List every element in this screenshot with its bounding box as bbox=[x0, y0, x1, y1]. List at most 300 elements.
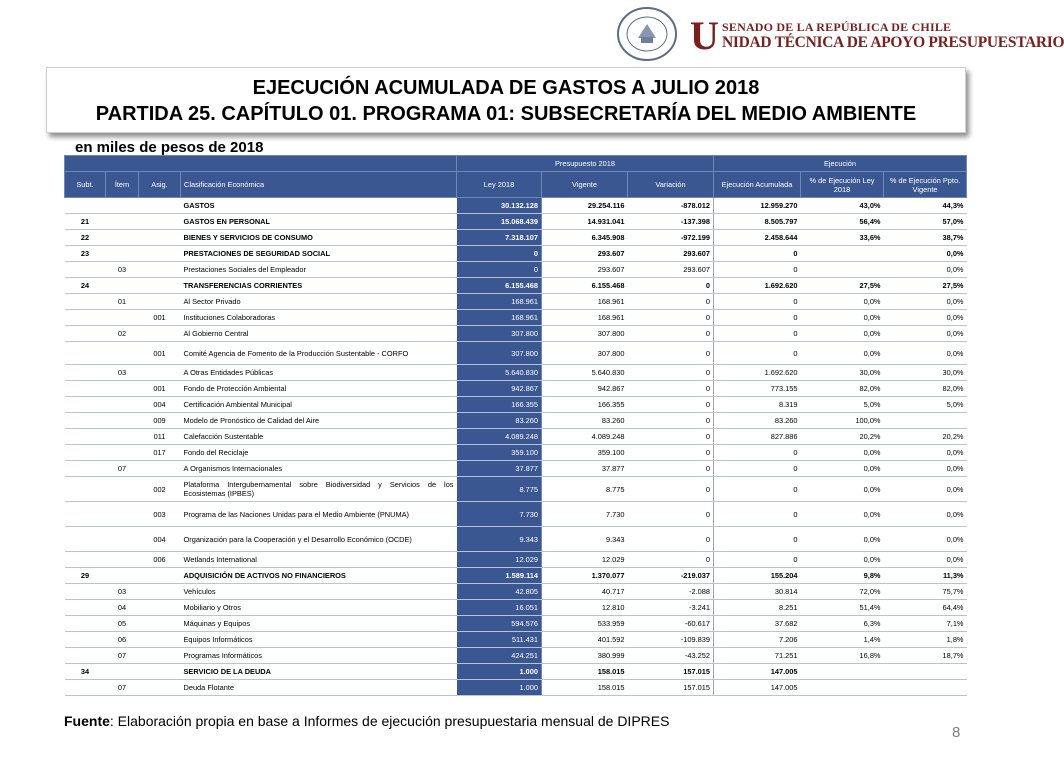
cell-pct-vigente: 0,0% bbox=[884, 477, 967, 502]
cell-desc: Calefacción Sustentable bbox=[181, 429, 457, 445]
cell-variacion: 0 bbox=[628, 326, 714, 342]
header-spacer bbox=[65, 156, 457, 172]
cell-variacion: 0 bbox=[628, 527, 714, 552]
cell-pct-ley: 16,8% bbox=[801, 648, 884, 664]
cell-pct-vigente: 0,0% bbox=[884, 262, 967, 278]
cell-vigente: 158.015 bbox=[542, 680, 628, 696]
table-row bbox=[65, 246, 967, 262]
cell-item bbox=[106, 552, 139, 568]
cell-ejecucion: 0 bbox=[714, 326, 801, 342]
cell-pct-ley: 0,0% bbox=[801, 552, 884, 568]
cell-pct-ley: 20,2% bbox=[801, 429, 884, 445]
cell-pct-vigente: 0,0% bbox=[884, 527, 967, 552]
cell-pct-ley: 30,0% bbox=[801, 365, 884, 381]
cell-ejecucion: 0 bbox=[714, 461, 801, 477]
cell-desc: Certificación Ambiental Municipal bbox=[181, 397, 457, 413]
cell-item: 05 bbox=[106, 616, 139, 632]
cell-pct-vigente: 7,1% bbox=[884, 616, 967, 632]
cell-asig: 009 bbox=[139, 413, 181, 429]
cell-pct-ley: 0,0% bbox=[801, 461, 884, 477]
col-ejecucion: Ejecución Acumulada bbox=[714, 172, 801, 198]
col-pct-ley: % de Ejecución Ley 2018 bbox=[801, 172, 884, 198]
cell-pct-ley: 0,0% bbox=[801, 477, 884, 502]
cell-pct-vigente: 75,7% bbox=[884, 584, 967, 600]
cell-pct-ley: 6,3% bbox=[801, 616, 884, 632]
cell-pct-vigente: 0,0% bbox=[884, 246, 967, 262]
cell-subt bbox=[65, 262, 106, 278]
cell-asig bbox=[139, 365, 181, 381]
cell-ley: 83.260 bbox=[457, 413, 542, 429]
cell-ejecucion: 0 bbox=[714, 552, 801, 568]
col-subt: Subt. bbox=[65, 172, 106, 198]
cell-pct-vigente: 0,0% bbox=[884, 502, 967, 527]
table-row bbox=[65, 365, 967, 381]
cell-item bbox=[106, 198, 139, 214]
cell-subt bbox=[65, 198, 106, 214]
cell-pct-ley: 0,0% bbox=[801, 445, 884, 461]
cell-ley: 1.589.114 bbox=[457, 568, 542, 584]
cell-ley: 7.318.107 bbox=[457, 230, 542, 246]
cell-asig: 004 bbox=[139, 527, 181, 552]
table-row bbox=[65, 278, 967, 294]
cell-variacion: 0 bbox=[628, 552, 714, 568]
cell-ley: 42.805 bbox=[457, 584, 542, 600]
cell-variacion: 0 bbox=[628, 294, 714, 310]
cell-pct-vigente: 44,3% bbox=[884, 198, 967, 214]
cell-vigente: 37.877 bbox=[542, 461, 628, 477]
cell-desc: Vehículos bbox=[181, 584, 457, 600]
cell-pct-vigente: 0,0% bbox=[884, 461, 967, 477]
col-vigente: Vigente bbox=[542, 172, 628, 198]
cell-desc: TRANSFERENCIAS CORRIENTES bbox=[181, 278, 457, 294]
table-row bbox=[65, 632, 967, 648]
cell-pct-vigente: 18,7% bbox=[884, 648, 967, 664]
col-variacion: Variación bbox=[628, 172, 714, 198]
title-box bbox=[46, 67, 966, 133]
cell-subt bbox=[65, 310, 106, 326]
table-body bbox=[65, 198, 967, 696]
table-row bbox=[65, 584, 967, 600]
cell-pct-vigente: 27,5% bbox=[884, 278, 967, 294]
cell-ley: 166.355 bbox=[457, 397, 542, 413]
cell-asig bbox=[139, 648, 181, 664]
cell-ejecucion: 12.959.270 bbox=[714, 198, 801, 214]
cell-variacion: -109.839 bbox=[628, 632, 714, 648]
cell-desc: Fondo del Reciclaje bbox=[181, 445, 457, 461]
cell-pct-ley bbox=[801, 246, 884, 262]
cell-item: 03 bbox=[106, 584, 139, 600]
table-row bbox=[65, 445, 967, 461]
cell-desc: ADQUISICIÓN DE ACTIVOS NO FINANCIEROS bbox=[181, 568, 457, 584]
cell-ejecucion: 0 bbox=[714, 246, 801, 262]
page-number: 8 bbox=[952, 724, 961, 741]
cell-subt: 21 bbox=[65, 214, 106, 230]
cell-ley: 30.132.128 bbox=[457, 198, 542, 214]
cell-variacion: 0 bbox=[628, 397, 714, 413]
cell-vigente: 6.155.468 bbox=[542, 278, 628, 294]
cell-item: 04 bbox=[106, 600, 139, 616]
budget-table bbox=[64, 155, 967, 696]
cell-variacion: 0 bbox=[628, 365, 714, 381]
cell-ejecucion: 827.886 bbox=[714, 429, 801, 445]
cell-item bbox=[106, 397, 139, 413]
table-row bbox=[65, 397, 967, 413]
cell-vigente: 942.867 bbox=[542, 381, 628, 397]
cell-variacion: -972.199 bbox=[628, 230, 714, 246]
cell-subt bbox=[65, 616, 106, 632]
cell-pct-ley: 0,0% bbox=[801, 294, 884, 310]
cell-vigente: 29.254.116 bbox=[542, 198, 628, 214]
cell-pct-ley: 51,4% bbox=[801, 600, 884, 616]
cell-ejecucion: 8.251 bbox=[714, 600, 801, 616]
cell-pct-vigente bbox=[884, 680, 967, 696]
footer-text: : Elaboración propia en base a Informes de ejecución presupuestaria mensual de DIPRES bbox=[109, 713, 670, 729]
cell-pct-ley: 56,4% bbox=[801, 214, 884, 230]
cell-variacion: -2.088 bbox=[628, 584, 714, 600]
cell-item bbox=[106, 342, 139, 365]
cell-vigente: 1.370.077 bbox=[542, 568, 628, 584]
cell-variacion: 0 bbox=[628, 278, 714, 294]
cell-subt bbox=[65, 326, 106, 342]
cell-ejecucion: 2.458.644 bbox=[714, 230, 801, 246]
col-ley: Ley 2018 bbox=[457, 172, 542, 198]
cell-asig bbox=[139, 600, 181, 616]
cell-asig: 003 bbox=[139, 502, 181, 527]
table-row bbox=[65, 294, 967, 310]
cell-ley: 359.100 bbox=[457, 445, 542, 461]
cell-asig bbox=[139, 664, 181, 680]
cell-ley: 0 bbox=[457, 246, 542, 262]
cell-ley: 307.800 bbox=[457, 342, 542, 365]
cell-item bbox=[106, 502, 139, 527]
cell-ley: 8.775 bbox=[457, 477, 542, 502]
cell-pct-ley: 43,0% bbox=[801, 198, 884, 214]
cell-variacion: -60.617 bbox=[628, 616, 714, 632]
table-row bbox=[65, 477, 967, 502]
cell-vigente: 6.345.908 bbox=[542, 230, 628, 246]
cell-variacion: 0 bbox=[628, 445, 714, 461]
cell-desc: A Organismos Internacionales bbox=[181, 461, 457, 477]
cell-desc: Mobiliario y Otros bbox=[181, 600, 457, 616]
cell-asig bbox=[139, 568, 181, 584]
cell-pct-ley: 5,0% bbox=[801, 397, 884, 413]
title-line-2: PARTIDA 25. CAPÍTULO 01. PROGRAMA 01: SUBSECRETARÍA DEL MEDIO AMBIENTE bbox=[95, 103, 917, 125]
title-line-1: EJECUCIÓN ACUMULADA DE GASTOS A JULIO 2018 bbox=[252, 77, 760, 99]
cell-subt bbox=[65, 294, 106, 310]
cell-asig bbox=[139, 616, 181, 632]
cell-pct-ley: 0,0% bbox=[801, 527, 884, 552]
cell-asig bbox=[139, 198, 181, 214]
cell-vigente: 5.640.830 bbox=[542, 365, 628, 381]
cell-vigente: 307.800 bbox=[542, 326, 628, 342]
cell-variacion: -219.037 bbox=[628, 568, 714, 584]
cell-asig bbox=[139, 632, 181, 648]
cell-desc: Al Sector Privado bbox=[181, 294, 457, 310]
cell-desc: Deuda Flotante bbox=[181, 680, 457, 696]
cell-item: 03 bbox=[106, 365, 139, 381]
cell-asig bbox=[139, 262, 181, 278]
cell-item: 07 bbox=[106, 680, 139, 696]
table-row bbox=[65, 381, 967, 397]
table-row bbox=[65, 664, 967, 680]
cell-subt bbox=[65, 397, 106, 413]
cell-desc: PRESTACIONES DE SEGURIDAD SOCIAL bbox=[181, 246, 457, 262]
cell-vigente: 401.592 bbox=[542, 632, 628, 648]
cell-desc: Fondo de Protección Ambiental bbox=[181, 381, 457, 397]
table-row bbox=[65, 230, 967, 246]
table-row bbox=[65, 527, 967, 552]
cell-pct-vigente: 0,0% bbox=[884, 326, 967, 342]
cell-ejecucion: 773.155 bbox=[714, 381, 801, 397]
cell-desc: Comité Agencia de Fomento de la Producción Sustentable - CORFO bbox=[181, 342, 457, 365]
table-row bbox=[65, 616, 967, 632]
cell-ejecucion: 8.319 bbox=[714, 397, 801, 413]
cell-item bbox=[106, 413, 139, 429]
cell-ejecucion: 83.260 bbox=[714, 413, 801, 429]
cell-vigente: 168.961 bbox=[542, 310, 628, 326]
table-row bbox=[65, 600, 967, 616]
cell-vigente: 307.800 bbox=[542, 342, 628, 365]
cell-pct-vigente: 57,0% bbox=[884, 214, 967, 230]
cell-subt bbox=[65, 584, 106, 600]
table-row bbox=[65, 680, 967, 696]
cell-pct-vigente: 0,0% bbox=[884, 552, 967, 568]
cell-pct-vigente: 0,0% bbox=[884, 310, 967, 326]
cell-ejecucion: 0 bbox=[714, 262, 801, 278]
cell-desc: Wetlands International bbox=[181, 552, 457, 568]
cell-pct-ley: 0,0% bbox=[801, 310, 884, 326]
ejecucion-group-header: Ejecución bbox=[714, 156, 967, 172]
cell-pct-ley: 27,5% bbox=[801, 278, 884, 294]
cell-subt bbox=[65, 648, 106, 664]
cell-ley: 9.343 bbox=[457, 527, 542, 552]
cell-subt bbox=[65, 502, 106, 527]
cell-asig bbox=[139, 584, 181, 600]
cell-pct-vigente: 0,0% bbox=[884, 342, 967, 365]
table-row bbox=[65, 214, 967, 230]
table-row bbox=[65, 198, 967, 214]
cell-pct-vigente bbox=[884, 413, 967, 429]
cell-ley: 7.730 bbox=[457, 502, 542, 527]
cell-subt bbox=[65, 632, 106, 648]
cell-ejecucion: 0 bbox=[714, 502, 801, 527]
cell-variacion: 0 bbox=[628, 342, 714, 365]
cell-variacion: 293.607 bbox=[628, 262, 714, 278]
cell-vigente: 14.931.041 bbox=[542, 214, 628, 230]
cell-pct-ley bbox=[801, 262, 884, 278]
cell-item: 07 bbox=[106, 461, 139, 477]
table-row bbox=[65, 342, 967, 365]
table-row bbox=[65, 262, 967, 278]
cell-item bbox=[106, 664, 139, 680]
cell-subt bbox=[65, 365, 106, 381]
cell-subt bbox=[65, 445, 106, 461]
cell-ley: 168.961 bbox=[457, 294, 542, 310]
cell-desc: BIENES Y SERVICIOS DE CONSUMO bbox=[181, 230, 457, 246]
cell-item bbox=[106, 429, 139, 445]
cell-item bbox=[106, 568, 139, 584]
cell-ley: 15.068.439 bbox=[457, 214, 542, 230]
cell-subt: 34 bbox=[65, 664, 106, 680]
cell-item bbox=[106, 278, 139, 294]
presupuesto-group-header: Presupuesto 2018 bbox=[457, 156, 714, 172]
footer-label: Fuente bbox=[64, 713, 110, 729]
cell-ley: 942.867 bbox=[457, 381, 542, 397]
cell-ley: 0 bbox=[457, 262, 542, 278]
cell-ejecucion: 1.692.620 bbox=[714, 365, 801, 381]
col-clasificacion: Clasificación Económica bbox=[181, 172, 457, 198]
cell-item: 01 bbox=[106, 294, 139, 310]
cell-asig bbox=[139, 680, 181, 696]
cell-vigente: 158.015 bbox=[542, 664, 628, 680]
cell-subt bbox=[65, 461, 106, 477]
cell-asig: 001 bbox=[139, 381, 181, 397]
cell-ejecucion: 0 bbox=[714, 477, 801, 502]
cell-pct-ley: 1,4% bbox=[801, 632, 884, 648]
table-row bbox=[65, 648, 967, 664]
cell-variacion: 0 bbox=[628, 310, 714, 326]
cell-pct-vigente: 20,2% bbox=[884, 429, 967, 445]
cell-subt bbox=[65, 680, 106, 696]
cell-item bbox=[106, 381, 139, 397]
cell-item bbox=[106, 527, 139, 552]
cell-ejecucion: 0 bbox=[714, 527, 801, 552]
cell-desc: Plataforma Intergubernamental sobre Biodiversidad y Servicios de los Ecosistemas (IPBES) bbox=[181, 477, 457, 502]
cell-ejecucion: 0 bbox=[714, 310, 801, 326]
cell-asig: 011 bbox=[139, 429, 181, 445]
cell-asig: 001 bbox=[139, 310, 181, 326]
cell-variacion: 0 bbox=[628, 413, 714, 429]
cell-item: 07 bbox=[106, 648, 139, 664]
cell-ley: 16.051 bbox=[457, 600, 542, 616]
cell-asig bbox=[139, 294, 181, 310]
cell-ejecucion: 0 bbox=[714, 342, 801, 365]
cell-ejecucion: 7.206 bbox=[714, 632, 801, 648]
cell-ley: 307.800 bbox=[457, 326, 542, 342]
cell-vigente: 359.100 bbox=[542, 445, 628, 461]
cell-pct-ley: 100,0% bbox=[801, 413, 884, 429]
cell-desc: Al Gobierno Central bbox=[181, 326, 457, 342]
cell-asig bbox=[139, 246, 181, 262]
cell-item bbox=[106, 477, 139, 502]
cell-variacion: 157.015 bbox=[628, 664, 714, 680]
cell-desc: GASTOS bbox=[181, 198, 457, 214]
cell-asig: 017 bbox=[139, 445, 181, 461]
cell-pct-vigente: 38,7% bbox=[884, 230, 967, 246]
cell-ejecucion: 8.505.797 bbox=[714, 214, 801, 230]
cell-pct-ley: 72,0% bbox=[801, 584, 884, 600]
cell-item: 02 bbox=[106, 326, 139, 342]
cell-item bbox=[106, 445, 139, 461]
cell-ley: 6.155.468 bbox=[457, 278, 542, 294]
table-row bbox=[65, 568, 967, 584]
cell-pct-ley bbox=[801, 664, 884, 680]
cell-pct-vigente: 30,0% bbox=[884, 365, 967, 381]
table-row bbox=[65, 326, 967, 342]
cell-ley: 424.251 bbox=[457, 648, 542, 664]
cell-variacion: -137.398 bbox=[628, 214, 714, 230]
cell-asig: 001 bbox=[139, 342, 181, 365]
cell-item bbox=[106, 310, 139, 326]
cell-pct-vigente: 1,8% bbox=[884, 632, 967, 648]
cell-desc: Programas Informáticos bbox=[181, 648, 457, 664]
cell-variacion: 0 bbox=[628, 477, 714, 502]
cell-subt bbox=[65, 600, 106, 616]
col-asig: Asig. bbox=[139, 172, 181, 198]
units-subtitle: en miles de pesos de 2018 bbox=[75, 139, 264, 156]
cell-ley: 511.431 bbox=[457, 632, 542, 648]
brand-line-1: SENADO DE LA REPÚBLICA DE CHILE bbox=[722, 20, 952, 34]
col-item: Ítem bbox=[106, 172, 139, 198]
cell-vigente: 4.089.248 bbox=[542, 429, 628, 445]
cell-asig: 002 bbox=[139, 477, 181, 502]
cell-pct-vigente bbox=[884, 664, 967, 680]
senado-seal-logo bbox=[616, 6, 678, 62]
table-row bbox=[65, 461, 967, 477]
cell-variacion: 0 bbox=[628, 461, 714, 477]
cell-vigente: 166.355 bbox=[542, 397, 628, 413]
table-row bbox=[65, 310, 967, 326]
cell-vigente: 40.717 bbox=[542, 584, 628, 600]
cell-asig bbox=[139, 230, 181, 246]
cell-desc: A Otras Entidades Públicas bbox=[181, 365, 457, 381]
cell-desc: Equipos Informáticos bbox=[181, 632, 457, 648]
cell-ejecucion: 155.204 bbox=[714, 568, 801, 584]
cell-subt: 24 bbox=[65, 278, 106, 294]
cell-asig: 004 bbox=[139, 397, 181, 413]
cell-desc: SERVICIO DE LA DEUDA bbox=[181, 664, 457, 680]
cell-desc: Programa de las Naciones Unidas para el Medio Ambiente (PNUMA) bbox=[181, 502, 457, 527]
cell-vigente: 9.343 bbox=[542, 527, 628, 552]
cell-pct-ley: 33,6% bbox=[801, 230, 884, 246]
cell-asig bbox=[139, 278, 181, 294]
cell-subt bbox=[65, 477, 106, 502]
cell-vigente: 293.607 bbox=[542, 262, 628, 278]
cell-variacion: 0 bbox=[628, 429, 714, 445]
cell-pct-vigente: 5,0% bbox=[884, 397, 967, 413]
cell-ejecucion: 37.682 bbox=[714, 616, 801, 632]
cell-ley: 594.576 bbox=[457, 616, 542, 632]
cell-pct-ley: 0,0% bbox=[801, 326, 884, 342]
cell-asig bbox=[139, 326, 181, 342]
cell-variacion: -878.012 bbox=[628, 198, 714, 214]
cell-ejecucion: 0 bbox=[714, 294, 801, 310]
cell-pct-ley bbox=[801, 680, 884, 696]
cell-desc: Modelo de Pronóstico de Calidad del Aire bbox=[181, 413, 457, 429]
cell-vigente: 168.961 bbox=[542, 294, 628, 310]
cell-ley: 5.640.830 bbox=[457, 365, 542, 381]
cell-pct-vigente: 11,3% bbox=[884, 568, 967, 584]
cell-variacion: -3.241 bbox=[628, 600, 714, 616]
cell-subt bbox=[65, 429, 106, 445]
cell-vigente: 12.029 bbox=[542, 552, 628, 568]
table-row bbox=[65, 502, 967, 527]
cell-subt: 23 bbox=[65, 246, 106, 262]
cell-vigente: 293.607 bbox=[542, 246, 628, 262]
cell-ley: 37.877 bbox=[457, 461, 542, 477]
cell-vigente: 380.999 bbox=[542, 648, 628, 664]
cell-vigente: 7.730 bbox=[542, 502, 628, 527]
cell-ley: 12.029 bbox=[457, 552, 542, 568]
cell-subt: 29 bbox=[65, 568, 106, 584]
cell-desc: Instituciones Colaboradoras bbox=[181, 310, 457, 326]
table-row bbox=[65, 552, 967, 568]
cell-desc: Prestaciones Sociales del Empleador bbox=[181, 262, 457, 278]
unidad-tecnica-logo bbox=[690, 13, 1064, 58]
cell-subt bbox=[65, 552, 106, 568]
cell-asig: 006 bbox=[139, 552, 181, 568]
cell-vigente: 12.810 bbox=[542, 600, 628, 616]
